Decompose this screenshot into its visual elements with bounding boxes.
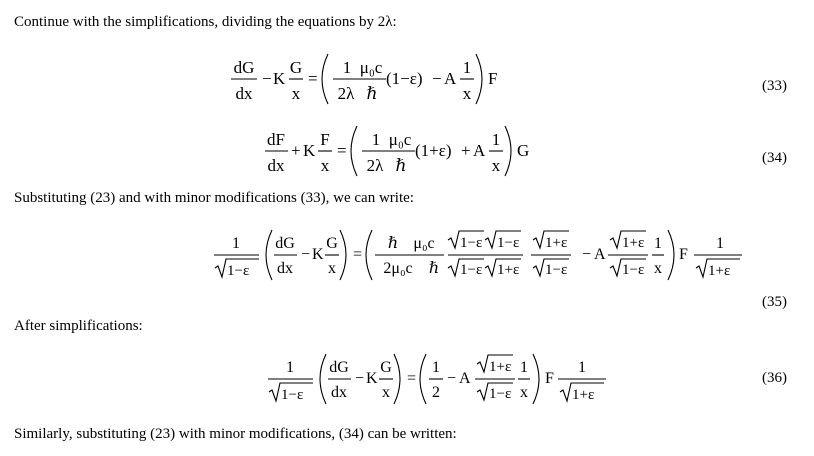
eq35-radicand-1-minus-eps: 1−ε [622, 262, 645, 278]
eq36-numerator-G: G [380, 359, 392, 376]
eq35-minus: − [301, 246, 311, 263]
equation-number-36: (36) [762, 370, 787, 386]
equation-33 [228, 50, 518, 110]
eq33-denominator-hbar: ℏ [366, 84, 378, 103]
eq36-minus: − [447, 370, 457, 387]
eq34-plus: + [461, 141, 471, 160]
eq35-radicand-1-minus-eps: 1−ε [227, 263, 250, 279]
eq34-numerator-dF: dF [267, 130, 285, 149]
eq35-radicand-1-plus-eps: 1+ε [622, 235, 645, 251]
eq34-plus: + [291, 141, 301, 160]
equation-number-34: (34) [762, 150, 787, 166]
eq35-left-paren [266, 230, 272, 280]
eq36-right-paren [394, 354, 400, 404]
eq35-radicand-1-minus-eps: 1−ε [497, 235, 520, 251]
equation-number-33: (33) [762, 78, 787, 94]
eq36-radicand-1-minus-eps: 1−ε [489, 386, 512, 402]
eq35-numerator-G: G [326, 235, 338, 252]
eq35-numerator-hbar: ℏ [387, 235, 399, 252]
eq33-numerator-G: G [289, 58, 303, 77]
eq34-K: K [303, 141, 316, 160]
eq36-denominator-x: x [382, 384, 390, 401]
eq33-minus: − [432, 69, 442, 88]
eq35-radicand-1-minus-eps: 1−ε [460, 262, 483, 278]
eq34-left-paren [351, 126, 357, 176]
eq36-denominator-2: 2 [432, 384, 440, 401]
eq33-numerator-1: 1 [462, 58, 472, 77]
eq36-denominator-x: x [520, 384, 528, 401]
eq35-right-paren [668, 230, 674, 280]
eq36-numerator-1: 1 [520, 359, 528, 376]
after-simplifications-paragraph: After simplifications: [14, 318, 143, 334]
eq35-A: A [594, 246, 606, 263]
eq35-radicand-1-minus-eps: 1−ε [545, 262, 568, 278]
eq35-numerator-1: 1 [654, 235, 662, 252]
eq33-denominator-2lambda: 2λ [337, 84, 355, 103]
eq35-radicand-1-minus-eps: 1−ε [460, 235, 483, 251]
eq34-G: G [517, 141, 530, 160]
eq34-numerator-F: F [320, 130, 330, 149]
eq34-denominator-dx: dx [267, 156, 285, 175]
eq35-radicand-1-plus-eps: 1+ε [497, 262, 520, 278]
eq33-minus: − [262, 69, 272, 88]
eq34-one-plus-eps: (1+ε) [415, 141, 452, 160]
eq35-denominator-2mu0c: 2μ₀c [383, 260, 413, 277]
eq36-A: A [459, 370, 471, 387]
eq36-equals: = [407, 370, 417, 387]
eq34-numerator-1: 1 [371, 130, 381, 149]
eq33-denominator-dx: dx [235, 84, 253, 103]
eq33-numerator-mu0c: μ₀c [359, 58, 383, 77]
eq36-numerator-dG: dG [329, 359, 349, 376]
eq35-minus: − [582, 246, 592, 263]
equation-36 [266, 350, 616, 410]
eq34-denominator-x: x [320, 156, 330, 175]
eq34-denominator-x: x [491, 156, 501, 175]
eq33-K: K [273, 69, 286, 88]
eq33-F: F [488, 69, 498, 88]
eq33-right-paren [476, 54, 482, 104]
eq36-left-paren [420, 354, 426, 404]
eq36-numerator-1: 1 [432, 359, 440, 376]
eq35-numerator-1: 1 [716, 235, 724, 252]
eq34-denominator-hbar: ℏ [395, 156, 407, 175]
eq36-radicand-1-plus-eps: 1+ε [572, 387, 595, 403]
eq36-numerator-1: 1 [286, 359, 294, 376]
eq36-right-paren [533, 354, 539, 404]
eq35-right-paren [340, 230, 346, 280]
equation-35 [212, 226, 752, 286]
equation-34 [262, 122, 542, 182]
eq36-numerator-1: 1 [578, 359, 586, 376]
eq36-K: K [366, 370, 378, 387]
eq33-one-minus-eps: (1−ε) [386, 69, 423, 88]
eq34-equals: = [337, 141, 347, 160]
eq33-equals: = [308, 69, 318, 88]
eq34-numerator-mu0c: μ₀c [388, 130, 412, 149]
eq35-denominator-dx: dx [277, 260, 293, 277]
eq33-left-paren [322, 54, 328, 104]
eq35-radicand-1-plus-eps: 1+ε [545, 235, 568, 251]
eq35-left-paren [366, 230, 372, 280]
substitution-paragraph: Substituting (23) and with minor modifications (33), we can write: [14, 190, 414, 206]
eq33-numerator-dG: dG [233, 58, 255, 77]
eq35-equals: = [353, 246, 363, 263]
eq35-numerator-1: 1 [232, 235, 240, 252]
equation-number-35: (35) [762, 294, 787, 310]
eq36-left-paren [320, 354, 326, 404]
eq33-numerator-1: 1 [342, 58, 352, 77]
eq33-denominator-x: x [291, 84, 301, 103]
similarly-paragraph: Similarly, substituting (23) with minor modifications, (34) can be written: [14, 426, 457, 442]
eq36-radicand-1-minus-eps: 1−ε [281, 387, 304, 403]
eq36-radicand-1-plus-eps: 1+ε [489, 359, 512, 375]
eq33-A: A [444, 69, 457, 88]
eq34-numerator-1: 1 [491, 130, 501, 149]
eq35-F: F [679, 246, 688, 263]
eq35-K: K [312, 246, 324, 263]
eq36-denominator-dx: dx [331, 384, 347, 401]
eq34-denominator-2lambda: 2λ [366, 156, 384, 175]
eq35-radicand-1-plus-eps: 1+ε [708, 263, 731, 279]
eq35-denominator-x: x [654, 260, 662, 277]
eq34-A: A [473, 141, 486, 160]
eq36-F: F [545, 370, 554, 387]
intro-paragraph: Continue with the simplifications, dividing the equations by 2λ: [14, 14, 397, 30]
eq36-minus: − [355, 370, 365, 387]
eq35-denominator-hbar: ℏ [428, 260, 440, 277]
eq33-denominator-x: x [462, 84, 472, 103]
eq34-right-paren [505, 126, 511, 176]
eq35-denominator-x: x [328, 260, 336, 277]
eq35-numerator-dG: dG [275, 235, 295, 252]
eq35-numerator-mu0c: μ₀c [413, 235, 435, 252]
